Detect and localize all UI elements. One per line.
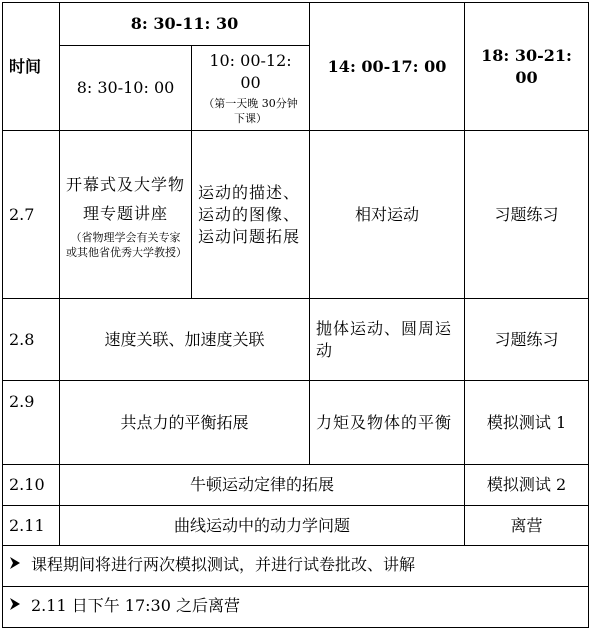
row-morning: 速度关联、加速度关联	[60, 299, 310, 381]
table-row	[3, 299, 589, 381]
row-evening: 离营	[465, 506, 589, 546]
row-date: 2.11	[3, 506, 60, 546]
row-day: 牛顿运动定律的拓展	[60, 465, 465, 506]
row-date: 2.8	[3, 299, 60, 381]
row-morning-b: 运动的描述、运动的图像、运动问题拓展	[192, 131, 310, 299]
row-date: 2.10	[3, 465, 60, 506]
schedule-table	[2, 2, 589, 628]
evening-header: 18: 30-21: 00	[465, 3, 589, 131]
row-date: 2.9	[3, 381, 60, 465]
row-afternoon: 相对运动	[310, 131, 465, 299]
time-header: 时间	[3, 3, 60, 131]
row-evening: 模拟测试 2	[465, 465, 589, 506]
row-afternoon: 力矩及物体的平衡	[310, 381, 465, 465]
row-day: 曲线运动中的动力学问题	[60, 506, 465, 546]
row-evening: 习题练习	[465, 299, 589, 381]
morning-b-header	[192, 46, 310, 131]
lecture-note: （省物理学会有关专家或其他省优秀大学教授）	[66, 230, 187, 259]
row-morning-a	[60, 131, 192, 299]
morning-b-note: （第一天晚 30分钟下课）	[203, 97, 298, 125]
table-row	[3, 506, 589, 546]
note-text: 课程期间将进行两次模拟测试，并进行试卷批改、讲解	[31, 555, 416, 574]
table-row	[3, 131, 589, 299]
header-row-1	[3, 3, 589, 46]
table-row	[3, 381, 589, 465]
note-row	[3, 546, 589, 587]
morning-b-time: 10: 00-12: 00	[209, 51, 292, 92]
table-row	[3, 465, 589, 506]
lecture-title: 开幕式及大学物理专题讲座	[66, 174, 186, 223]
afternoon-header: 14: 00-17: 00	[310, 3, 465, 131]
note-row	[3, 587, 589, 628]
row-evening: 习题练习	[465, 131, 589, 299]
note-cell	[3, 546, 589, 587]
note-cell	[3, 587, 589, 628]
note-text: 2.11 日下午 17:30 之后离营	[31, 596, 240, 615]
arrowhead-bullet-icon	[9, 556, 31, 578]
row-evening: 模拟测试 1	[465, 381, 589, 465]
row-afternoon: 抛体运动、圆周运动	[310, 299, 465, 381]
row-date: 2.7	[3, 131, 60, 299]
morning-a-header: 8: 30-10: 00	[60, 46, 192, 131]
row-morning: 共点力的平衡拓展	[60, 381, 310, 465]
morning-range-header: 8: 30-11: 30	[60, 3, 310, 46]
arrowhead-bullet-icon	[9, 597, 31, 619]
